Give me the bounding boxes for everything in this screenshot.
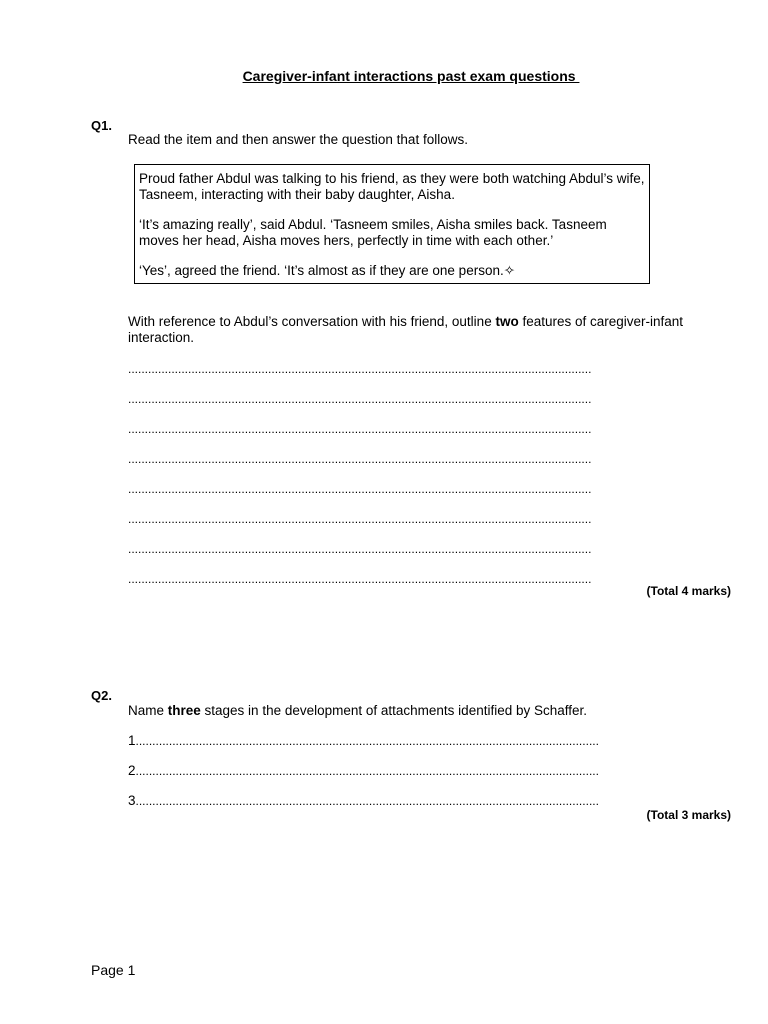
item-paragraph: ‘Yes’, agreed the friend. ‘It’s almost as if they are one person.✧ [139,263,516,278]
answer-line[interactable]: ........................................................................................................................................... [128,422,592,436]
question-1-number: Q1. [91,118,112,133]
question-1-prompt [128,314,688,346]
page-title: Caregiver-infant interactions past exam questions [242,68,580,84]
question-1-prompt-start: With reference to Abdul’s conversation with his friend, outline [128,314,496,329]
page-number: Page 1 [91,962,136,978]
question-2-prompt-end: stages in the development of attachments identified by Schaffer. [200,703,588,718]
answer-item-2[interactable] [128,763,644,779]
question-2-prompt-start: Name [128,703,168,718]
answer-line[interactable]: ........................................................................................................................................... [128,482,592,496]
question-2-prompt [128,703,587,719]
item-text-box [134,164,650,284]
question-2-total-marks: (Total 3 marks) [646,808,731,822]
answer-dots[interactable]: ........................................................................................................................................... [135,734,599,748]
answer-line[interactable]: ........................................................................................................................................... [128,452,592,466]
item-paragraph: ‘It’s amazing really’, said Abdul. ‘Tasneem smiles, Aisha smiles back. Tasneem moves her head, Aisha moves hers, perfectly in time with each other.’ [139,217,607,248]
answer-line[interactable]: ........................................................................................................................................... [128,572,592,586]
question-2-prompt-emphasis: three [167,703,201,718]
question-1-intro: Read the item and then answer the question that follows. [128,132,468,147]
question-2-number: Q2. [91,688,112,703]
answer-dots[interactable]: ........................................................................................................................................... [135,764,599,778]
question-1-prompt-end: features of caregiver-infant interaction. [128,314,684,345]
answer-line[interactable]: ........................................................................................................................................... [128,542,592,556]
answer-dots[interactable]: ........................................................................................................................................... [135,794,599,808]
item-paragraph: Proud father Abdul was talking to his friend, as they were both watching Abdul’s wife, Tasneem, interacting with their baby daughter, Aisha. [139,171,645,202]
question-1-total-marks: (Total 4 marks) [646,584,731,598]
question-1-prompt-emphasis: two [495,314,519,329]
answer-item-number: 1 [128,733,136,748]
answer-item-number: 3 [128,793,136,808]
answer-item-number: 2 [128,763,136,778]
answer-item-1[interactable] [128,733,644,749]
answer-line[interactable]: ........................................................................................................................................... [128,512,592,526]
answer-item-3[interactable] [128,793,644,809]
answer-line[interactable]: ........................................................................................................................................... [128,392,592,406]
answer-line[interactable]: ........................................................................................................................................... [128,362,592,376]
